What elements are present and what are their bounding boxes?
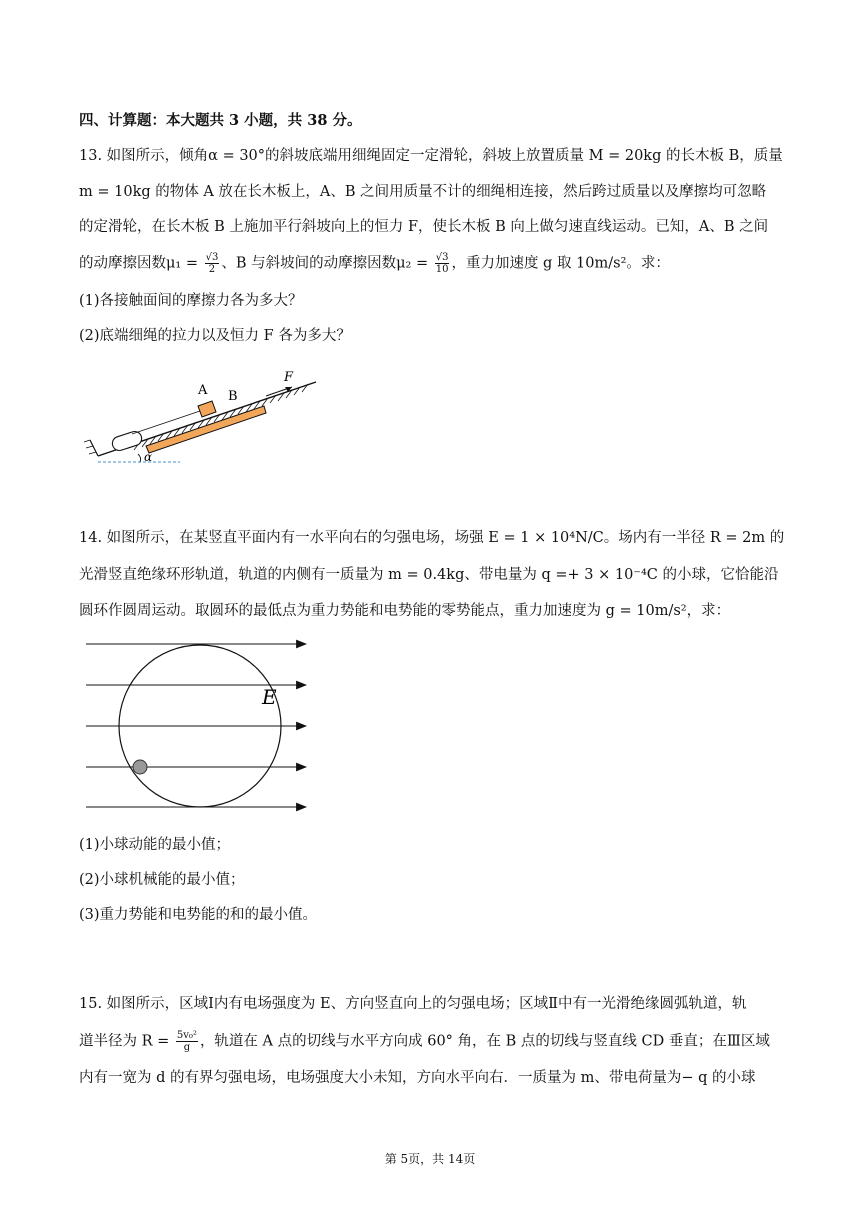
q13-sub-question-1: (1)各接触面间的摩擦力各为多大？ bbox=[79, 293, 303, 309]
q15-line-3: 内有一宽为 d 的有界匀强电场，电场强度大小未知，方向水平向右．一质量为 m、带电荷量为− q 的小球 bbox=[79, 1070, 756, 1086]
label-b: B bbox=[228, 389, 238, 404]
q14-line-1: 14. 如图所示，在某竖直平面内有一水平向右的匀强电场，场强 E = 1 × 10⁴N/C。场内有一半径 R = 2m 的 bbox=[79, 530, 785, 546]
label-alpha: α bbox=[144, 450, 153, 464]
q15-line-2 bbox=[79, 1030, 770, 1053]
radius-fraction bbox=[176, 1030, 198, 1053]
q14-line-3: 圆环作圆周运动。取圆环的最低点为重力势能和电势能的零势能点，重力加速度为 g = 10m/s²，求： bbox=[79, 603, 731, 619]
mu1-numerator: √3 bbox=[205, 252, 219, 263]
mu2-denominator: 10 bbox=[435, 264, 449, 275]
mu1-fraction bbox=[205, 252, 220, 275]
q14-sub-question-2: (2)小球机械能的最小值； bbox=[79, 872, 245, 888]
electric-field-figure bbox=[84, 632, 314, 822]
q13-line-4 bbox=[79, 252, 670, 275]
page-footer: 第 5页，共 14页 bbox=[384, 1152, 476, 1166]
q13-line-4-part-2: 、B 与斜坡间的动摩擦因数μ₂ = bbox=[221, 255, 433, 272]
q13-sub-question-2: (2)底端细绳的拉力以及恒力 F 各为多大？ bbox=[79, 328, 351, 344]
q15-line-1: 15. 如图所示，区域Ⅰ内有电场强度为 E、方向竖直向上的匀强电场；区域Ⅱ中有一光滑绝缘圆弧轨道，轨 bbox=[79, 996, 747, 1012]
mu2-fraction bbox=[435, 252, 450, 275]
q14-sub-question-1: (1)小球动能的最小值； bbox=[79, 837, 231, 853]
q14-sub-question-3: (3)重力势能和电势能的和的最小值。 bbox=[79, 907, 318, 923]
radius-numerator: 5v₀² bbox=[176, 1030, 197, 1041]
incline-figure bbox=[80, 360, 330, 472]
q15-line-2-part-1: 道半径为 R = bbox=[79, 1033, 174, 1050]
q15-line-2-part-2: ，轨道在 A 点的切线与水平方向成 60° 角，在 B 点的切线与竖直线 CD 垂直；在Ⅲ区域 bbox=[199, 1033, 770, 1050]
section-title: 四、计算题：本大题共 3 小题，共 38 分。 bbox=[79, 112, 362, 129]
radius-denominator: g bbox=[183, 1042, 191, 1053]
mu2-numerator: √3 bbox=[435, 252, 449, 263]
q13-line-4-part-1: 的动摩擦因数μ₁ = bbox=[79, 255, 203, 272]
q13-line-4-part-3: ，重力加速度 g 取 10m/s²。求： bbox=[451, 255, 670, 272]
label-f: F bbox=[284, 370, 294, 385]
q13-line-3: 的定滑轮，在长木板 B 上施加平行斜坡向上的恒力 F，使长木板 B 向上做匀速直线运动。已知，A、B 之间 bbox=[79, 219, 769, 235]
q13-line-1: 13. 如图所示，倾角α = 30°的斜坡底端用细绳固定一定滑轮，斜坡上放置质量 M = 20kg 的长木板 B，质量 bbox=[79, 148, 783, 164]
label-e: E bbox=[262, 685, 277, 709]
label-a: A bbox=[198, 383, 208, 398]
q14-line-2: 光滑竖直绝缘环形轨道，轨道的内侧有一质量为 m = 0.4kg、带电量为 q =+ 3 × 10⁻⁴C 的小球，它恰能沿 bbox=[79, 567, 779, 583]
q13-line-2: m = 10kg 的物体 A 放在长木板上，A、B 之间用质量不计的细绳相连接，然后跨过质量以及摩擦均可忽略 bbox=[79, 184, 767, 200]
ball-icon bbox=[133, 760, 147, 774]
mu1-denominator: 2 bbox=[208, 264, 216, 275]
